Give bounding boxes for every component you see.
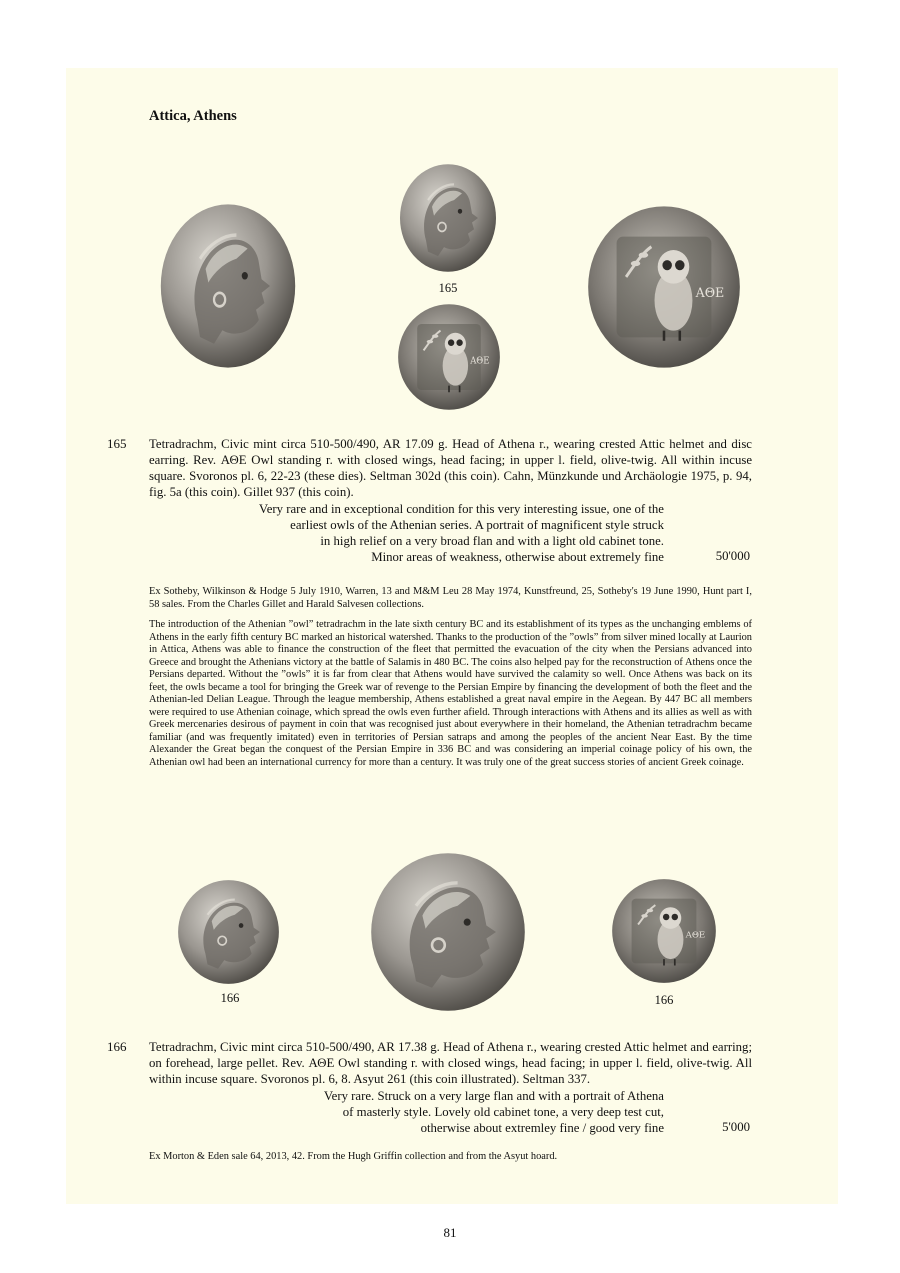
condition-line: Very rare. Struck on a very large flan and with a portrait of Athena bbox=[323, 1089, 664, 1103]
condition-line: earliest owls of the Athenian series. A portrait of magnificent style struck bbox=[290, 518, 664, 532]
coin-image-165-obverse-large bbox=[158, 201, 298, 371]
estimate-165: 50'000 bbox=[715, 549, 750, 563]
condition-line: in high relief on a very broad flan and with a light old cabinet tone. bbox=[320, 534, 664, 548]
coin-image-166-obverse bbox=[176, 878, 281, 986]
condition-line: Minor areas of weakness, otherwise about extremely fine bbox=[371, 550, 664, 564]
estimate-166: 5'000 bbox=[722, 1120, 750, 1134]
provenance-166: Ex Morton & Eden sale 64, 2013, 42. From the Hugh Griffin collection and from the Asyut hoard. bbox=[149, 1151, 558, 1162]
condition-line: Very rare and in exceptional condition for this very interesting issue, one of the bbox=[258, 502, 664, 516]
coin-image-165-reverse-large bbox=[585, 203, 743, 371]
page-number: 81 bbox=[443, 1225, 457, 1240]
coin-image-165-obverse bbox=[398, 162, 498, 274]
lot-description-166: Tetradrachm, Civic mint circa 510-500/490, AR 17.38 g. Head of Athena r., wearing crested Attic helmet and earring; on forehead, large pellet. Rev. ΑΘΕ Owl standing r. with closed wings, head facing; in upper l. field, olive-twig. All within incuse square. Svoronos pl. 6, 8. Asyut 261 (this coin illustrated). Seltman 337. bbox=[149, 1040, 752, 1086]
lot-description-165: Tetradrachm, Civic mint circa 510-500/490, AR 17.09 g. Head of Athena r., wearing crested Attic helmet and disc earring. Rev. ΑΘΕ Owl standing r. with closed wings, head facing; in upper l. field, olive-twig. All within incuse square. Svoronos pl. 6, 22-23 (these dies). Seltman 302d (this coin). Cahn, Münzkunde und Archäologie 1975, p. 94, fig. 5a (this coin). Gillet 937 (this coin). bbox=[149, 437, 752, 499]
condition-line: otherwise about extremley fine / good very fine bbox=[420, 1121, 664, 1135]
coin-image-165-reverse bbox=[396, 302, 502, 412]
image-label-166: 166 bbox=[654, 993, 674, 1007]
coin-image-166-reverse bbox=[610, 877, 718, 985]
image-label-165: 165 bbox=[438, 281, 458, 295]
image-label-166: 166 bbox=[220, 991, 240, 1005]
provenance-165: Ex Sotheby, Wilkinson & Hodge 5 July 1910, Warren, 13 and M&M Leu 28 May 1974, Kunstfreund, 25, Sotheby's 19 June 1990, Hunt part I, 58 sales. From the Charles Gillet and Harald Salvesen collections. bbox=[149, 586, 752, 611]
section-heading: Attica, Athens bbox=[149, 108, 237, 124]
commentary-165: The introduction of the Athenian ”owl” tetradrachm in the late sixth century BC and its establishment of its types as the unchanging emblems of Athens in the early fifth century BC marked an historical watershed. Thanks to the production of the ”owls” from silver mined locally at Laurion in Attica, Athens was able to finance the construction of the fleet that permitted the evacuation of the city when the Persians advanced into Greece and brought the Athenians victory at the battle of Salamis in 480 BC. The coins also helped pay for the reconstruction of Athens once the Persians departed. Without the ”owls” it is far from clear that Athens would have survived the calamity so well. Once Athens was back on its feet, the owls became a tool for bringing the Greek war of revenge to the Persian Empire by financing the development of both the fleet and the Athenian-led Delian League. Through the league membership, Athens established a great naval empire in the Aegean. By 447 BC all members were required to use Athenian coinage, which spread the owls even further afield. Through interactions with Athens and its allies as well as with Greek mercenaries desirous of payment in coin that was recognised just about everywhere in their homeland, the Athenian tetradrachm became familiar (and was frequently imitated) even in territories of Persian satraps and among the peoples of the ancient Near East. By the time Alexander the Great began the conquest of the Persian Empire in 336 BC and was considering an imperial coinage policy of his own, the Athenian owl had been an international currency for more than a century. It was truly one of the great success stories of ancient Greek coinage. bbox=[149, 619, 752, 768]
lot-number-166: 166 bbox=[107, 1039, 127, 1054]
coin-image-166-obverse-large bbox=[368, 850, 528, 1014]
lot-number-165: 165 bbox=[107, 436, 127, 451]
condition-line: of masterly style. Lovely old cabinet tone, a very deep test cut, bbox=[342, 1105, 664, 1119]
